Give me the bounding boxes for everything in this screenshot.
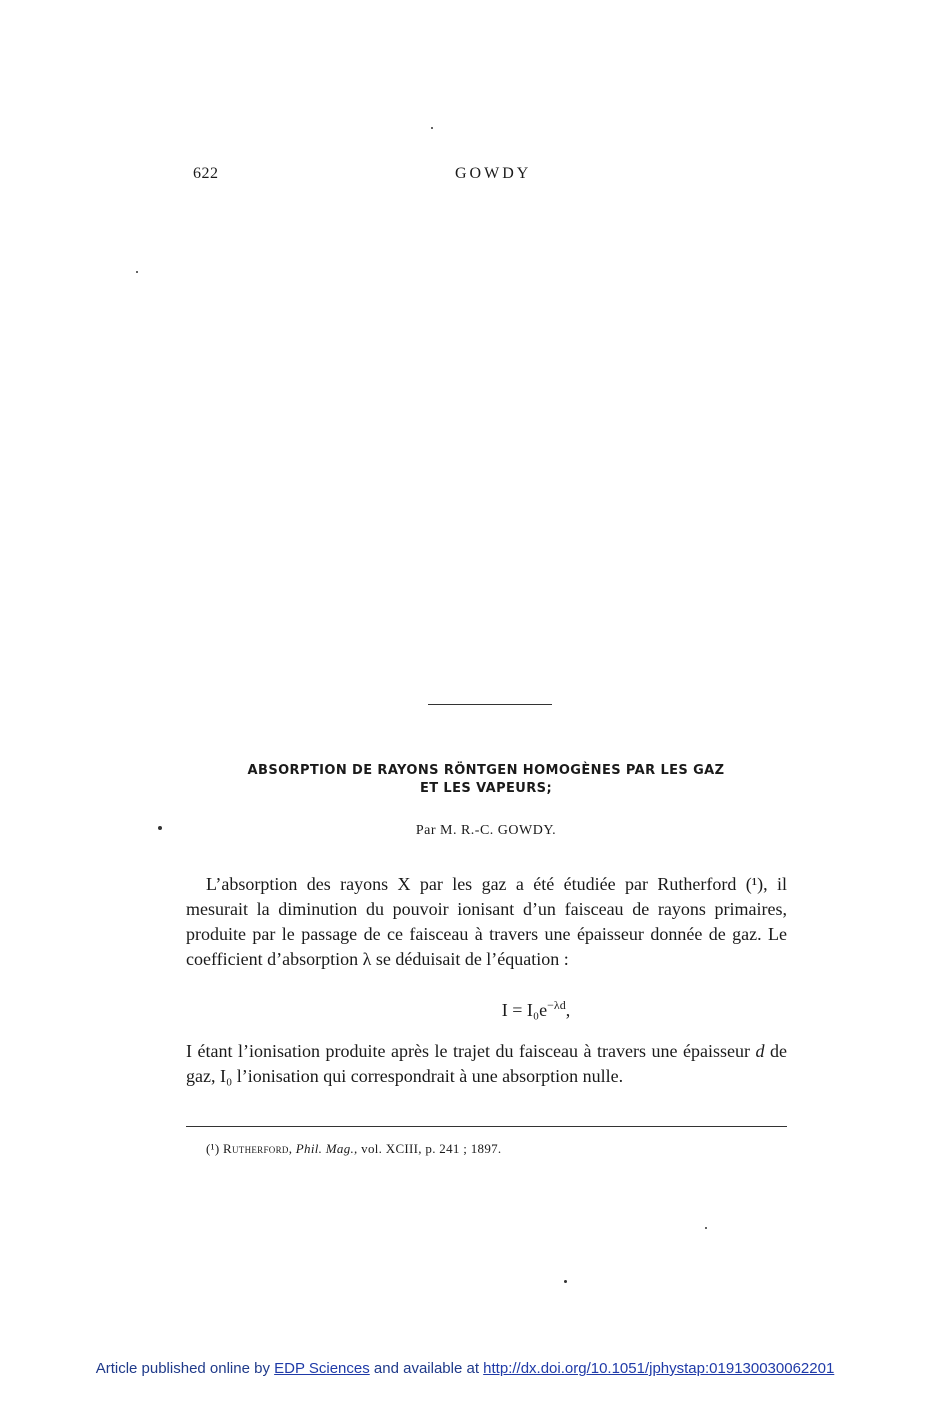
section-separator [428,704,552,705]
running-head: GOWDY [455,165,532,182]
paragraph-1: L’absorption des rayons X par les gaz a été étudiée par Rutherford (¹), il mesurait la diminution du pouvoir ionisant d’un faisceau de rayons primaires, produite par le passage de ce faisceau à travers une épaisseur donnée de gaz. Le coefficient d’absorption λ se déduisait de l’équation : [186,874,787,969]
footnote-marker: (¹) [206,1141,224,1156]
footnote-rule [186,1126,787,1127]
scan-speck [431,127,433,129]
footnote [206,1141,501,1157]
doi-link[interactable]: http://dx.doi.org/10.1051/jphystap:019130030062201 [483,1360,835,1377]
equation-base: I = I₀e [501,1000,548,1020]
footnote-details: vol. XCIII, p. 241 ; 1897. [357,1141,502,1156]
paragraph-2-part-a: I étant l’ionisation produite après le trajet du faisceau à travers une épaisseur [186,1041,756,1061]
equation [186,998,886,1021]
edp-sciences-link[interactable]: EDP Sciences [274,1360,370,1377]
title-line-2: ET LES VAPEURS; [419,781,553,796]
footnote-author: Rutherford, [223,1141,293,1156]
footer-text-b: and available at [369,1360,484,1377]
scan-speck [136,271,138,273]
equation-tail: , [565,1000,571,1020]
footer-text-a: Article published online by [95,1360,275,1377]
publisher-footer [0,1360,930,1377]
scan-speck [564,1280,567,1283]
paragraph-2-part-b: de gaz, I₀ l’ionisation qui correspondrait à une absorption nulle. [186,1041,787,1086]
footnote-journal: Phil. Mag., [292,1141,358,1156]
scan-speck [705,1227,707,1229]
paragraph-2-variable: d [755,1041,765,1061]
scan-speck [158,826,162,830]
article-title [186,762,786,798]
equation-exponent: −λd [547,998,566,1012]
byline: Par M. R.-C. GOWDY. [415,823,557,838]
page-number: 622 [193,165,219,182]
title-line-1: ABSORPTION DE RAYONS RÖNTGEN HOMOGÈNES PAR LES GAZ [247,763,725,778]
paragraph-2 [186,1039,787,1089]
